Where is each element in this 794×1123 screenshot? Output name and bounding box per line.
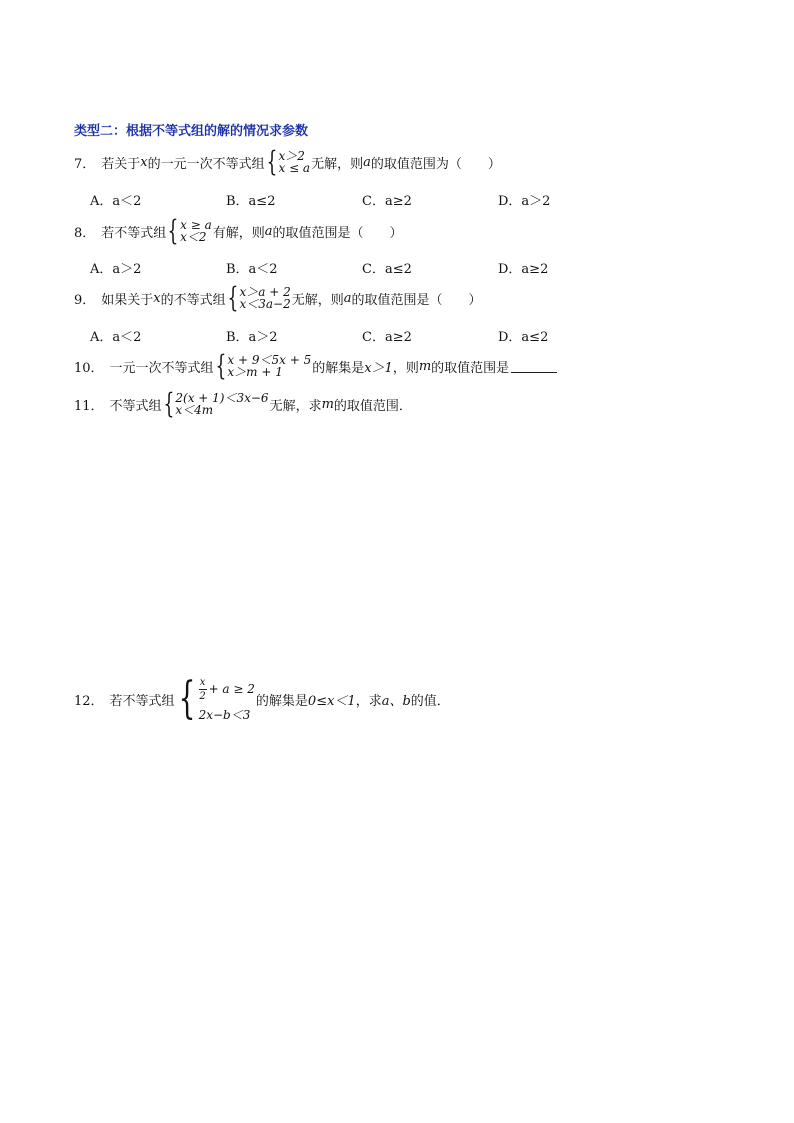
question-text: ，求 bbox=[355, 693, 382, 709]
inequality-line: x＞2 bbox=[278, 149, 305, 163]
inequality-system bbox=[266, 145, 311, 178]
question-text: 若不等式组 bbox=[109, 693, 175, 709]
question-8 bbox=[74, 214, 403, 247]
question-12 bbox=[74, 673, 450, 724]
option-b[interactable]: B．a＞2 bbox=[226, 330, 278, 345]
option-a[interactable]: A．a＜2 bbox=[90, 194, 142, 209]
variable: x bbox=[140, 154, 148, 170]
inequality-line: x＞m + 1 bbox=[227, 365, 283, 379]
question-9 bbox=[74, 281, 482, 314]
brace-icon: { bbox=[163, 387, 174, 420]
question-text: 的取值范围． bbox=[333, 398, 412, 414]
fraction-numerator: x bbox=[199, 677, 206, 688]
option-c[interactable]: C．a≤2 bbox=[362, 262, 412, 277]
inequality-line: x + 9＜5x + 5 bbox=[227, 353, 312, 367]
section-title: 类型二：根据不等式组的解的情况求参数 bbox=[74, 124, 309, 139]
option-b[interactable]: B．a＜2 bbox=[226, 262, 278, 277]
fraction bbox=[199, 676, 207, 703]
option-c[interactable]: C．a≥2 bbox=[362, 194, 412, 209]
variable: m bbox=[418, 358, 432, 374]
question-text: 若不等式组 bbox=[101, 225, 167, 241]
question-text: 如果关于 bbox=[101, 292, 154, 308]
option-d[interactable]: D．a＞2 bbox=[498, 194, 551, 209]
question-text: 的值． bbox=[410, 693, 450, 709]
inequality-system bbox=[163, 387, 269, 420]
option-a[interactable]: A．a＜2 bbox=[90, 330, 142, 345]
question-number: 11． bbox=[74, 398, 104, 414]
question-number: 7． bbox=[74, 156, 96, 172]
question-text: 无解，求 bbox=[269, 398, 322, 414]
option-d[interactable]: D．a≤2 bbox=[498, 330, 549, 345]
question-text: 的解集是 bbox=[255, 693, 308, 709]
fraction-denominator: 2 bbox=[199, 691, 206, 702]
inequality-line: x＜4m bbox=[175, 403, 214, 417]
options-7 bbox=[90, 190, 634, 209]
inequality-line: x ≥ a bbox=[180, 218, 212, 232]
inequality-line: 2x−b＜3 bbox=[198, 708, 251, 722]
options-8 bbox=[90, 258, 634, 277]
variable: m bbox=[321, 396, 334, 412]
inequality-system bbox=[215, 349, 312, 382]
question-text: 的取值范围是 bbox=[431, 360, 510, 376]
variable: a bbox=[264, 223, 273, 239]
question-text: 无解，则 bbox=[311, 156, 364, 172]
question-text: ，则 bbox=[392, 360, 419, 376]
inequality-line: x ≤ a bbox=[278, 161, 311, 175]
question-text: 不等式组 bbox=[109, 398, 162, 414]
answer-blank[interactable] bbox=[511, 360, 557, 373]
inequality-line bbox=[199, 676, 255, 703]
question-text: 的不等式组 bbox=[160, 292, 226, 308]
inequality-line: x＜3a−2 bbox=[239, 297, 291, 311]
option-a[interactable]: A．a＞2 bbox=[90, 262, 142, 277]
question-10 bbox=[74, 349, 557, 382]
question-number: 9． bbox=[74, 292, 96, 308]
inequality-rest: + a ≥ 2 bbox=[208, 682, 255, 696]
variable: a bbox=[363, 154, 371, 170]
brace-icon: { bbox=[167, 214, 179, 247]
condition: x＞1 bbox=[364, 360, 393, 376]
inequality-line: x＞a + 2 bbox=[239, 285, 291, 299]
question-number: 8． bbox=[74, 225, 96, 241]
variables: a、b bbox=[381, 693, 411, 709]
option-c[interactable]: C．a≥2 bbox=[362, 330, 412, 345]
variable: x bbox=[153, 290, 161, 306]
brace-icon: { bbox=[178, 673, 195, 724]
question-number: 12． bbox=[74, 693, 104, 709]
question-text: 的取值范围为（ ） bbox=[370, 156, 501, 172]
question-text: 的取值范围是（ ） bbox=[351, 292, 482, 308]
inequality-line: 2(x + 1)＜3x−6 bbox=[175, 391, 269, 405]
question-text: 的一元一次不等式组 bbox=[147, 156, 265, 172]
variable: a bbox=[343, 290, 352, 306]
inequality-line: x＜2 bbox=[180, 230, 207, 244]
inequality-system bbox=[167, 214, 212, 247]
options-9 bbox=[90, 326, 634, 345]
question-text: 无解，则 bbox=[291, 292, 344, 308]
condition: 0≤x＜1 bbox=[307, 693, 356, 709]
option-d[interactable]: D．a≥2 bbox=[498, 262, 549, 277]
question-text: 的取值范围是（ ） bbox=[272, 225, 403, 241]
brace-icon: { bbox=[266, 145, 277, 178]
question-11 bbox=[74, 387, 412, 420]
brace-icon: { bbox=[215, 349, 226, 382]
option-b[interactable]: B．a≤2 bbox=[226, 194, 276, 209]
question-7 bbox=[74, 145, 501, 178]
inequality-system bbox=[227, 281, 291, 314]
question-text: 一元一次不等式组 bbox=[109, 360, 214, 376]
question-number: 10． bbox=[74, 360, 104, 376]
question-text: 有解，则 bbox=[212, 225, 265, 241]
brace-icon: { bbox=[227, 281, 238, 314]
inequality-system bbox=[176, 673, 255, 724]
question-text: 的解集是 bbox=[312, 360, 365, 376]
question-text: 若关于 bbox=[101, 156, 141, 172]
